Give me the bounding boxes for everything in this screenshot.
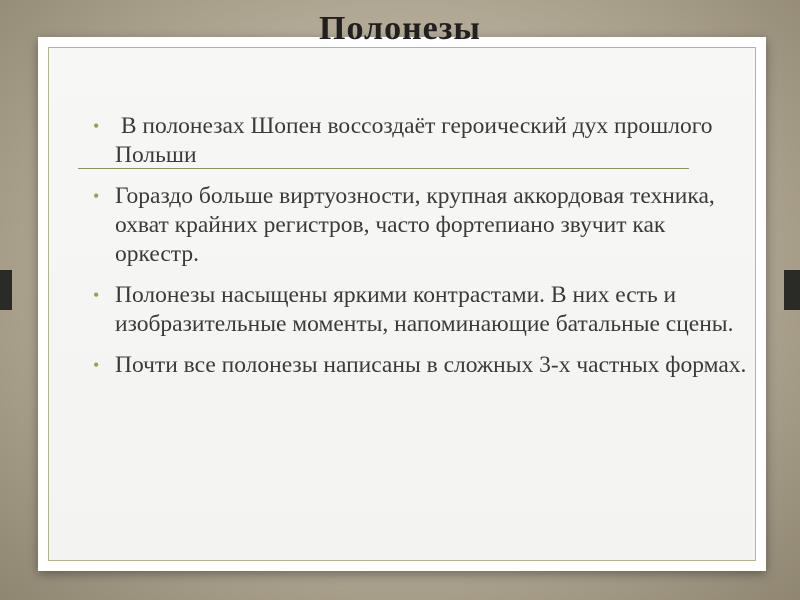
bullet-text: Полонезы насыщены яркими контрастами. В них есть и изобразительные моменты, напоминающие батальные сцены. <box>115 282 734 337</box>
bullet-list <box>91 112 751 392</box>
bullet-item <box>91 351 751 380</box>
bullet-dot-icon: • <box>93 116 100 136</box>
right-edge-bar <box>784 270 800 310</box>
bullet-dot-icon: • <box>93 355 100 375</box>
bullet-text: Гораздо больше виртуозности, крупная аккордовая техника, охват крайних регистров, часто фортепиано звучит как оркестр. <box>115 183 715 267</box>
bullet-dot-icon: • <box>93 186 100 206</box>
bullet-item <box>91 182 751 269</box>
bullet-text: В полонезах Шопен воссоздаёт героический дух прошлого Польши <box>115 113 719 168</box>
bullet-item <box>91 112 751 170</box>
bullet-dot-icon: • <box>93 285 100 305</box>
left-edge-bar <box>0 270 12 310</box>
bullet-text: Почти все полонезы написаны в сложных 3-х частных формах. <box>115 352 747 378</box>
bullet-item <box>91 281 751 339</box>
slide-title: Полонезы <box>319 10 481 47</box>
